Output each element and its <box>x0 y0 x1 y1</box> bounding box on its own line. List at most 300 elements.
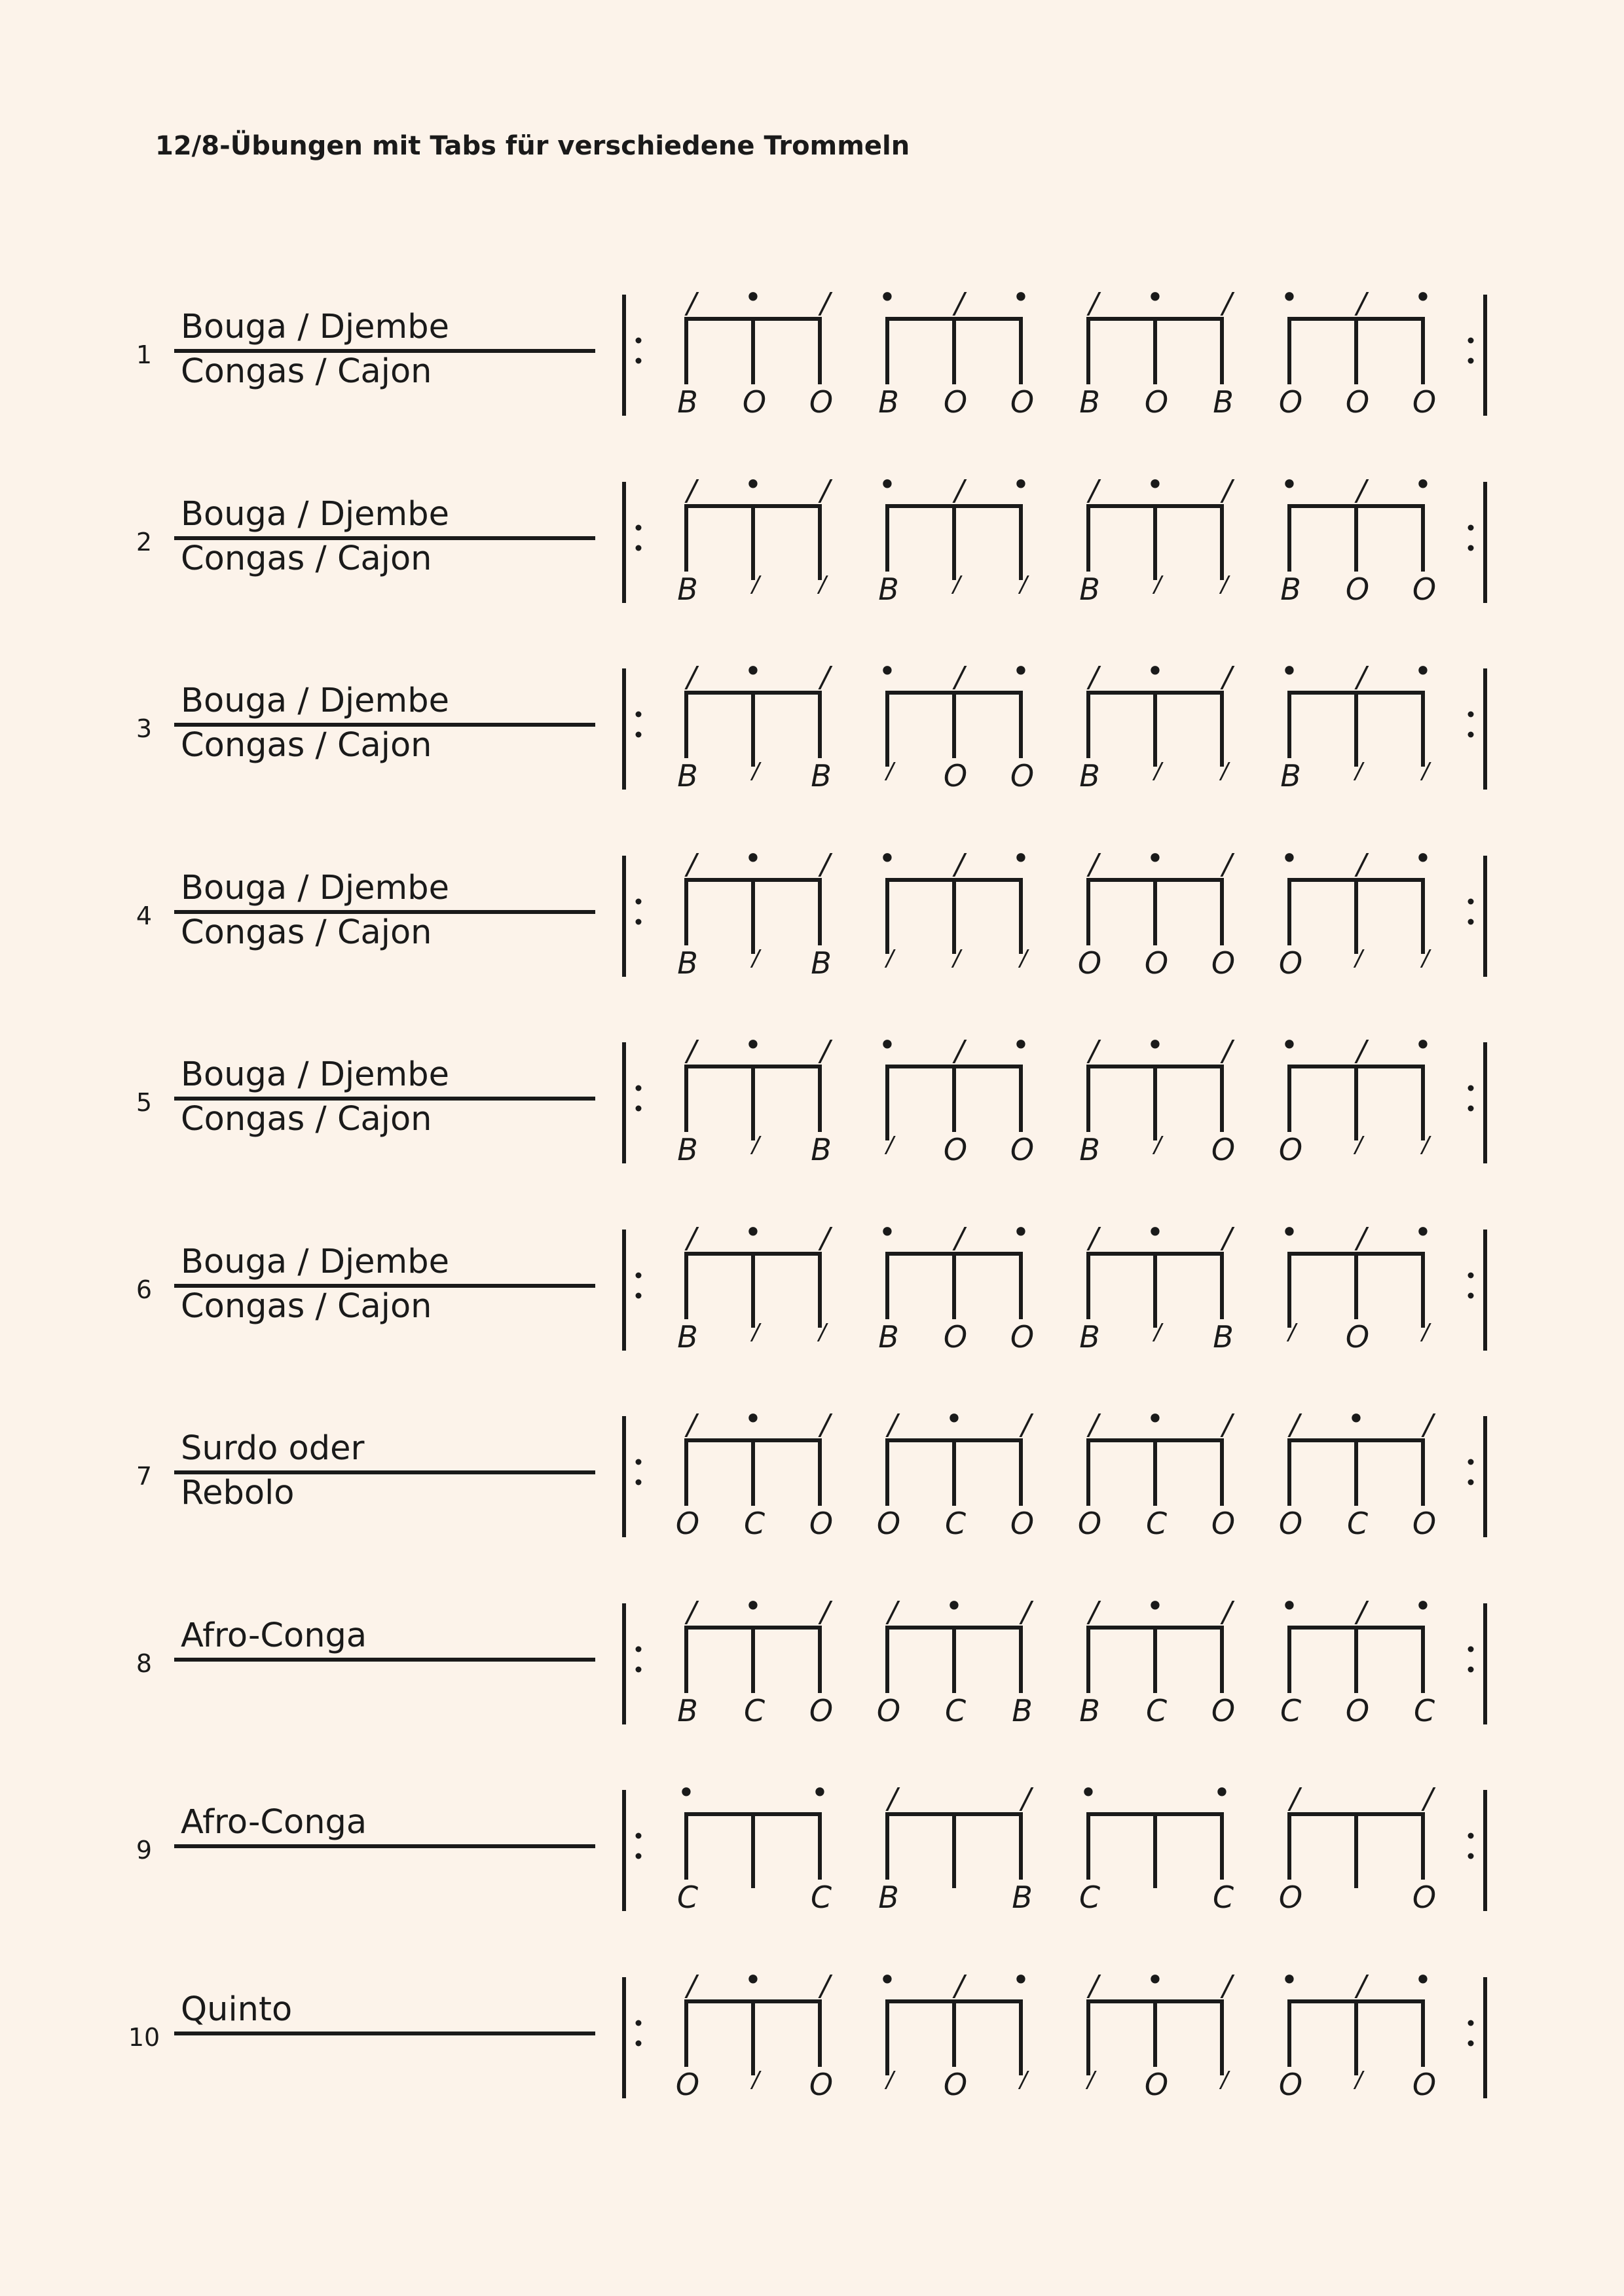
repeat-dot-right <box>1468 524 1474 530</box>
stroke-letter: O <box>1345 1319 1370 1354</box>
repeat-dot-left <box>636 1666 642 1672</box>
exercise-row <box>0 1410 1624 1540</box>
repeat-dot-right <box>1468 1666 1474 1672</box>
stroke-letter: O <box>943 1319 968 1354</box>
repeat-dot-left <box>636 338 642 344</box>
dot-mark: • <box>1079 1783 1098 1810</box>
repeat-dot-left <box>636 712 642 718</box>
tone-slash: / <box>1422 945 1430 972</box>
stroke-letter: O <box>1278 945 1303 980</box>
repeat-dot-left <box>636 1833 642 1839</box>
dot-mark: • <box>878 1970 896 1997</box>
accent-mark: / <box>686 288 697 320</box>
accent-mark: / <box>1222 1410 1232 1442</box>
accent-mark: / <box>1356 662 1367 694</box>
stroke-letter: C <box>944 1692 967 1728</box>
stroke-letter: O <box>1278 384 1303 419</box>
rhythm-notation <box>609 288 1513 419</box>
label-divider <box>174 2032 595 2035</box>
dot-mark: • <box>1280 662 1299 689</box>
dot-mark: • <box>1414 1970 1432 1997</box>
repeat-dot-right <box>1468 1459 1474 1465</box>
accent-mark: / <box>1088 1036 1099 1068</box>
stroke-letter: O <box>1010 1132 1035 1167</box>
tone-slash: / <box>1355 1132 1363 1158</box>
accent-mark: / <box>820 288 830 320</box>
accent-mark: / <box>686 1970 697 2003</box>
repeat-dot-right <box>1468 545 1474 551</box>
stroke-letter: O <box>1211 1506 1236 1540</box>
accent-mark: / <box>686 1036 697 1068</box>
stroke-letter: C <box>676 1880 699 1914</box>
repeat-dot-right <box>1468 1085 1474 1091</box>
repeat-dot-right <box>1468 338 1474 344</box>
tone-slash: / <box>752 758 760 784</box>
rhythm-notation <box>609 1971 1513 2102</box>
stroke-letter: B <box>677 1692 698 1728</box>
rhythm-notation <box>609 1783 1513 1914</box>
dot-mark: • <box>1146 662 1164 689</box>
exercise-row <box>0 849 1624 980</box>
stroke-letter: C <box>1145 1692 1168 1728</box>
dot-mark: • <box>1012 475 1030 502</box>
accent-mark: / <box>954 848 965 881</box>
accent-mark: / <box>887 1783 898 1815</box>
repeat-dot-right <box>1468 1106 1474 1112</box>
stroke-letter: O <box>876 1506 901 1540</box>
stroke-letter: B <box>1079 1132 1100 1167</box>
dot-mark: • <box>1146 1970 1164 1997</box>
accent-mark: / <box>1356 1970 1367 2003</box>
accent-mark: / <box>1088 1222 1099 1255</box>
dot-mark: • <box>1012 1036 1030 1063</box>
stroke-letter: B <box>1079 1319 1100 1354</box>
stroke-letter: C <box>1413 1692 1435 1728</box>
repeat-dot-right <box>1468 1480 1474 1485</box>
dot-mark: • <box>1213 1783 1231 1810</box>
stroke-letter: O <box>1144 384 1169 419</box>
stroke-letter: O <box>1077 1506 1102 1540</box>
stroke-letter: O <box>943 1132 968 1167</box>
stroke-letter: O <box>876 1692 901 1728</box>
exercise-row <box>0 662 1624 793</box>
accent-mark: / <box>686 475 697 507</box>
dot-mark: • <box>1146 288 1164 315</box>
tone-slash: / <box>1355 945 1363 972</box>
dot-mark: • <box>1280 1036 1299 1063</box>
accent-mark: / <box>1021 1783 1031 1815</box>
dot-mark: • <box>1414 1596 1432 1624</box>
stroke-letter: C <box>743 1692 766 1728</box>
accent-mark: / <box>1222 1970 1232 2003</box>
dot-mark: • <box>1280 1222 1299 1250</box>
exercise-number: 10 <box>128 2022 160 2052</box>
tone-slash: / <box>1422 758 1430 784</box>
accent-mark: / <box>1356 1222 1367 1255</box>
accent-mark: / <box>1222 848 1232 881</box>
stroke-letter: B <box>1079 1692 1100 1728</box>
instrument-label-secondary: Congas / Cajon <box>181 1286 432 1326</box>
instrument-label-primary: Bouga / Djembe <box>181 682 449 720</box>
stroke-letter: B <box>1012 1880 1033 1914</box>
exercise-row <box>0 1783 1624 1914</box>
repeat-dot-right <box>1468 732 1474 738</box>
instrument-label-secondary: Congas / Cajon <box>181 352 432 391</box>
dot-mark: • <box>1414 475 1432 502</box>
stroke-letter: B <box>811 758 832 793</box>
stroke-letter: O <box>675 1506 700 1540</box>
tone-slash: / <box>1020 571 1027 598</box>
dot-mark: • <box>1012 662 1030 689</box>
dot-mark: • <box>744 1970 762 1997</box>
tone-slash: / <box>752 571 760 598</box>
stroke-letter: O <box>1010 1506 1035 1540</box>
accent-mark: / <box>887 1596 898 1629</box>
repeat-dot-left <box>636 1459 642 1465</box>
label-divider <box>174 1844 595 1848</box>
instrument-label-primary: Bouga / Djembe <box>181 308 449 346</box>
exercise-number: 8 <box>136 1649 153 1678</box>
stroke-letter: O <box>1278 1506 1303 1540</box>
instrument-label-primary: Bouga / Djembe <box>181 494 449 534</box>
repeat-dot-left <box>636 898 642 904</box>
stroke-letter: O <box>1278 1132 1303 1167</box>
stroke-letter: O <box>809 384 834 419</box>
stroke-letter: B <box>677 945 698 980</box>
dot-mark: • <box>744 848 762 876</box>
accent-mark: / <box>1088 475 1099 507</box>
dot-mark: • <box>1414 1036 1432 1063</box>
repeat-dot-right <box>1468 1292 1474 1298</box>
stroke-letter: C <box>810 1880 832 1914</box>
tone-slash: / <box>1154 1319 1162 1345</box>
dot-mark: • <box>878 848 896 876</box>
accent-mark: / <box>1423 1410 1433 1442</box>
stroke-letter: O <box>809 1506 834 1540</box>
exercise-row <box>0 1971 1624 2102</box>
tone-slash: / <box>1020 2066 1027 2093</box>
exercise-row <box>0 1223 1624 1354</box>
accent-mark: / <box>820 1970 830 2003</box>
tone-slash: / <box>886 1132 894 1158</box>
dot-mark: • <box>1414 848 1432 876</box>
accent-mark: / <box>1088 1410 1099 1442</box>
accent-mark: / <box>820 1222 830 1255</box>
dot-mark: • <box>1146 1222 1164 1250</box>
accent-mark: / <box>1289 1410 1300 1442</box>
instrument-label-secondary: Rebolo <box>181 1474 295 1512</box>
accent-mark: / <box>686 1410 697 1442</box>
stroke-letter: O <box>943 2066 968 2102</box>
repeat-dot-right <box>1468 1853 1474 1859</box>
accent-mark: / <box>1088 288 1099 320</box>
tone-slash: / <box>752 945 760 972</box>
stroke-letter: O <box>943 384 968 419</box>
rhythm-notation <box>609 662 1513 793</box>
repeat-dot-right <box>1468 2040 1474 2046</box>
instrument-label-secondary: Congas / Cajon <box>181 726 432 765</box>
stroke-letter: O <box>1412 384 1437 419</box>
tone-slash: / <box>953 945 961 972</box>
exercise-number: 9 <box>136 1836 153 1865</box>
stroke-letter: B <box>677 1132 698 1167</box>
accent-mark: / <box>1088 662 1099 694</box>
repeat-dot-right <box>1468 1833 1474 1839</box>
tone-slash: / <box>1154 1132 1162 1158</box>
stroke-letter: O <box>1278 1880 1303 1914</box>
tone-slash: / <box>1154 571 1162 598</box>
repeat-dot-left <box>636 1480 642 1485</box>
dot-mark: • <box>1414 288 1432 315</box>
accent-mark: / <box>1356 848 1367 881</box>
tone-slash: / <box>1087 2066 1095 2093</box>
repeat-dot-left <box>636 1292 642 1298</box>
accent-mark: / <box>1423 1783 1433 1815</box>
accent-mark: / <box>954 662 965 694</box>
stroke-letter: B <box>1280 571 1301 606</box>
tone-slash: / <box>1422 1319 1430 1345</box>
dot-mark: • <box>677 1783 695 1810</box>
dot-mark: • <box>1280 848 1299 876</box>
exercise-number: 7 <box>136 1462 153 1491</box>
tone-slash: / <box>752 2066 760 2093</box>
stroke-letter: O <box>1010 758 1035 793</box>
repeat-dot-left <box>636 2040 642 2046</box>
accent-mark: / <box>820 1036 830 1068</box>
accent-mark: / <box>1356 475 1367 507</box>
stroke-letter: O <box>1345 1692 1370 1728</box>
stroke-letter: O <box>1211 1692 1236 1728</box>
tone-slash: / <box>1422 1132 1430 1158</box>
dot-mark: • <box>1012 1222 1030 1250</box>
accent-mark: / <box>954 1970 965 2003</box>
stroke-letter: B <box>811 1132 832 1167</box>
accent-mark: / <box>954 1036 965 1068</box>
accent-mark: / <box>820 1596 830 1629</box>
tone-slash: / <box>1154 758 1162 784</box>
tone-slash: / <box>752 1319 760 1345</box>
dot-mark: • <box>1012 1970 1030 1997</box>
stroke-letter: B <box>677 1319 698 1354</box>
tone-slash: / <box>1221 758 1228 784</box>
dot-mark: • <box>1012 848 1030 876</box>
stroke-letter: B <box>1280 758 1301 793</box>
stroke-letter: B <box>677 758 698 793</box>
tone-slash: / <box>1221 2066 1228 2093</box>
stroke-letter: O <box>1412 2066 1437 2102</box>
dot-mark: • <box>744 1410 762 1436</box>
accent-mark: / <box>820 1410 830 1442</box>
accent-mark: / <box>1021 1596 1031 1629</box>
instrument-label-primary: Bouga / Djembe <box>181 1242 449 1281</box>
dot-mark: • <box>1414 662 1432 689</box>
stroke-letter: B <box>1079 384 1100 419</box>
rhythm-notation <box>609 849 1513 980</box>
stroke-letter: O <box>1412 571 1437 606</box>
accent-mark: / <box>1021 1410 1031 1442</box>
accent-mark: / <box>887 1410 898 1442</box>
tone-slash: / <box>1355 758 1363 784</box>
exercise-row <box>0 1036 1624 1167</box>
instrument-label-secondary: Congas / Cajon <box>181 913 432 952</box>
dot-mark: • <box>878 1036 896 1063</box>
tone-slash: / <box>886 945 894 972</box>
stroke-letter: O <box>1412 1506 1437 1540</box>
stroke-letter: B <box>1213 384 1234 419</box>
tone-slash: / <box>886 758 894 784</box>
accent-mark: / <box>686 848 697 881</box>
stroke-letter: O <box>1278 2066 1303 2102</box>
stroke-letter: B <box>811 945 832 980</box>
stroke-letter: B <box>1079 571 1100 606</box>
instrument-label-primary: Afro-Conga <box>181 1803 367 1842</box>
stroke-letter: B <box>878 571 899 606</box>
tone-slash: / <box>953 571 961 598</box>
dot-mark: • <box>1146 1410 1164 1436</box>
rhythm-notation <box>609 1036 1513 1167</box>
stroke-letter: O <box>1077 945 1102 980</box>
repeat-dot-right <box>1468 712 1474 718</box>
accent-mark: / <box>1356 1596 1367 1629</box>
dot-mark: • <box>744 1596 762 1624</box>
accent-mark: / <box>686 662 697 694</box>
accent-mark: / <box>820 475 830 507</box>
accent-mark: / <box>1356 1036 1367 1068</box>
instrument-label-primary: Afro-Conga <box>181 1616 367 1655</box>
dot-mark: • <box>1146 1036 1164 1063</box>
repeat-dot-left <box>636 1085 642 1091</box>
exercise-row <box>0 288 1624 419</box>
instrument-label-primary: Bouga / Djembe <box>181 1055 449 1094</box>
accent-mark: / <box>954 475 965 507</box>
instrument-label-primary: Quinto <box>181 1990 293 2029</box>
tone-slash: / <box>886 2066 894 2093</box>
repeat-dot-left <box>636 524 642 530</box>
accent-mark: / <box>686 1222 697 1255</box>
stroke-letter: O <box>1345 571 1370 606</box>
tone-slash: / <box>819 1319 826 1345</box>
dot-mark: • <box>1146 1596 1164 1624</box>
instrument-label-primary: Surdo oder <box>181 1429 365 1468</box>
rhythm-notation <box>609 475 1513 606</box>
rhythm-notation <box>609 1410 1513 1540</box>
dot-mark: • <box>1280 1596 1299 1624</box>
stroke-letter: B <box>677 384 698 419</box>
dot-mark: • <box>945 1596 963 1624</box>
repeat-dot-left <box>636 732 642 738</box>
exercise-row <box>0 1597 1624 1728</box>
stroke-letter: B <box>878 1880 899 1914</box>
stroke-letter: B <box>1012 1692 1033 1728</box>
page-title: 12/8-Übungen mit Tabs für verschiedene Trommeln <box>155 131 910 161</box>
accent-mark: / <box>1222 1222 1232 1255</box>
dot-mark: • <box>878 1222 896 1250</box>
stroke-letter: O <box>1211 945 1236 980</box>
dot-mark: • <box>744 288 762 315</box>
stroke-letter: C <box>743 1506 766 1540</box>
accent-mark: / <box>954 1222 965 1255</box>
stroke-letter: B <box>677 571 698 606</box>
stroke-letter: O <box>809 2066 834 2102</box>
repeat-dot-left <box>636 545 642 551</box>
stroke-letter: O <box>943 758 968 793</box>
repeat-dot-right <box>1468 1646 1474 1652</box>
exercise-number: 3 <box>136 714 153 743</box>
stroke-letter: C <box>944 1506 967 1540</box>
dot-mark: • <box>811 1783 829 1810</box>
stroke-letter: C <box>1280 1692 1302 1728</box>
exercise-number: 6 <box>136 1275 153 1304</box>
accent-mark: / <box>1222 288 1232 320</box>
stroke-letter: C <box>1212 1880 1234 1914</box>
accent-mark: / <box>1088 1970 1099 2003</box>
stroke-letter: O <box>1144 2066 1169 2102</box>
dot-mark: • <box>1012 288 1030 315</box>
exercise-number: 2 <box>136 527 153 556</box>
dot-mark: • <box>878 662 896 689</box>
stroke-letter: O <box>1211 1132 1236 1167</box>
exercise-number: 5 <box>136 1088 153 1117</box>
repeat-dot-right <box>1468 1272 1474 1278</box>
dot-mark: • <box>945 1410 963 1436</box>
stroke-letter: O <box>675 2066 700 2102</box>
dot-mark: • <box>744 1222 762 1250</box>
stroke-letter: C <box>1145 1506 1168 1540</box>
accent-mark: / <box>1222 662 1232 694</box>
repeat-dot-left <box>636 1853 642 1859</box>
dot-mark: • <box>1347 1410 1365 1436</box>
dot-mark: • <box>1280 475 1299 502</box>
accent-mark: / <box>954 288 965 320</box>
dot-mark: • <box>1414 1222 1432 1250</box>
dot-mark: • <box>878 288 896 315</box>
dot-mark: • <box>1280 1970 1299 1997</box>
instrument-label-secondary: Congas / Cajon <box>181 1100 432 1139</box>
accent-mark: / <box>1356 288 1367 320</box>
repeat-dot-left <box>636 1272 642 1278</box>
stroke-letter: O <box>809 1692 834 1728</box>
repeat-dot-right <box>1468 2020 1474 2026</box>
label-divider <box>174 1658 595 1662</box>
exercise-row <box>0 475 1624 606</box>
dot-mark: • <box>744 475 762 502</box>
dot-mark: • <box>744 1036 762 1063</box>
stroke-letter: B <box>1079 758 1100 793</box>
repeat-dot-left <box>636 919 642 924</box>
stroke-letter: B <box>878 1319 899 1354</box>
accent-mark: / <box>1222 1036 1232 1068</box>
accent-mark: / <box>686 1596 697 1629</box>
stroke-letter: B <box>878 384 899 419</box>
accent-mark: / <box>820 848 830 881</box>
stroke-letter: C <box>1346 1506 1369 1540</box>
rhythm-notation <box>609 1597 1513 1728</box>
dot-mark: • <box>744 662 762 689</box>
accent-mark: / <box>820 662 830 694</box>
accent-mark: / <box>1289 1783 1300 1815</box>
repeat-dot-right <box>1468 358 1474 364</box>
tone-slash: / <box>1288 1319 1296 1345</box>
dot-mark: • <box>1146 475 1164 502</box>
tone-slash: / <box>1020 945 1027 972</box>
stroke-letter: O <box>742 384 767 419</box>
accent-mark: / <box>1088 848 1099 881</box>
stroke-letter: O <box>1412 1880 1437 1914</box>
stroke-letter: O <box>1010 1319 1035 1354</box>
accent-mark: / <box>1222 1596 1232 1629</box>
repeat-dot-left <box>636 358 642 364</box>
instrument-label-secondary: Congas / Cajon <box>181 539 432 578</box>
